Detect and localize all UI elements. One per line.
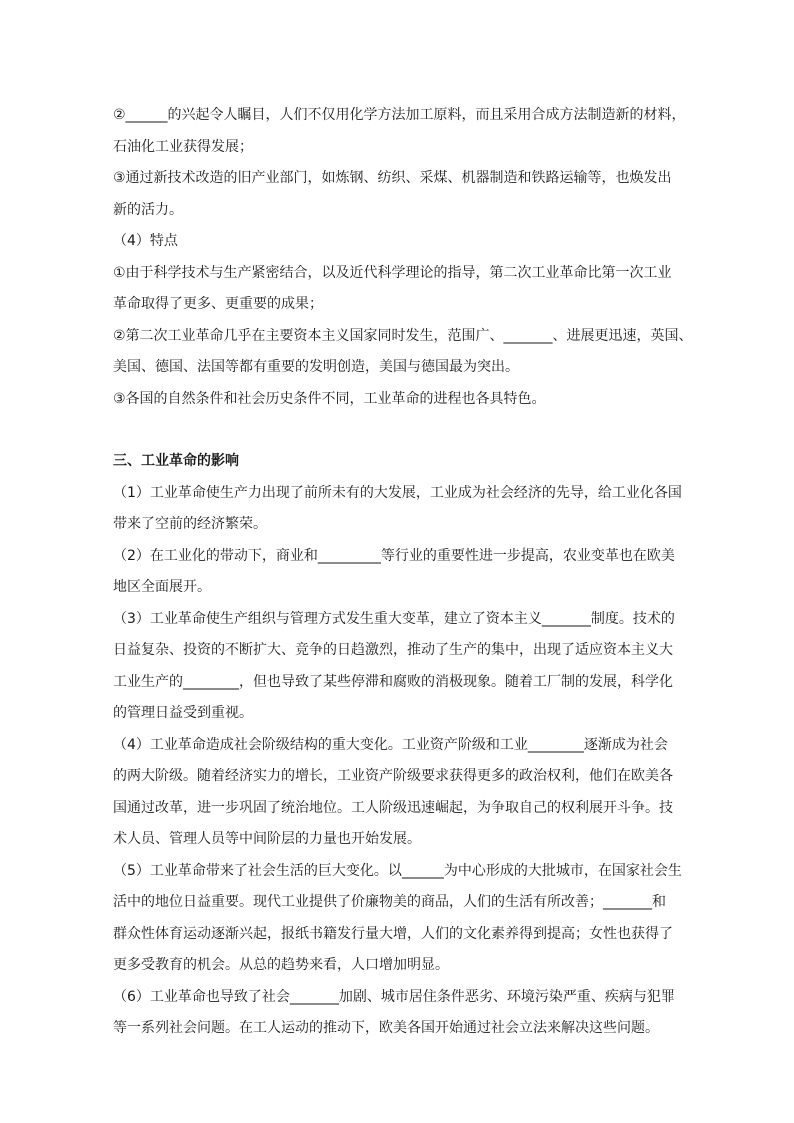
text-line: 带来了空前的经济繁荣。 <box>113 516 267 532</box>
text-line: （5）工业革命带来了社会生活的巨大变化。以______为中心形成的大批城市，在国家社会生 <box>113 862 682 879</box>
text-line: ②______的兴起令人瞩目，人们不仅用化学方法加工原料，而且采用合成方法制造新的材料， <box>113 107 686 123</box>
text-line: 日益复杂、投资的不断扩大、竞争的日趋激烈，推动了生产的集中，出现了适应资本主义大 <box>113 642 673 658</box>
text-line: 等一系列社会问题。在工人运动的推动下，欧美各国开始通过社会立法来解决这些问题。 <box>113 1020 659 1036</box>
section-spacer <box>113 415 683 446</box>
text-line: 革命取得了更多、更重要的成果； <box>113 296 323 312</box>
text-line: ③通过新技术改造的旧产业部门，如炼钢、纺织、采煤、机器制造和铁路运输等，也焕发出 <box>113 170 672 186</box>
text-line: 术人员、管理人员等中间阶层的力量也开始发展。 <box>113 831 421 847</box>
text-line: 工业生产的________，但也导致了某些停滞和腐败的消极现象。随着工厂制的发展，科学化 <box>113 673 673 690</box>
text-line: 新的活力。 <box>113 201 183 218</box>
text-line: 石油化工业获得发展； <box>113 138 253 155</box>
text-line: （6）工业革命也导致了社会_______加剧、城市居住条件恶劣、环境污染严重、疾病与犯罪 <box>113 988 675 1005</box>
text-line: 的两大阶级。随着经济实力的增长，工业资产阶级要求获得更多的政治权利，他们在欧美各 <box>113 768 673 784</box>
text-line: ③各国的自然条件和社会历史条件不同，工业革命的进程也各具特色。 <box>113 390 546 407</box>
text-line: 国通过改革，进一步巩固了统治地位。工人阶级迅速崛起，为争取自己的权利展开斗争。技 <box>113 799 673 816</box>
section-heading: 三、工业革命的影响 <box>113 453 239 469</box>
subsection-heading: （4）特点 <box>113 233 178 249</box>
text-line: （3）工业革命使生产组织与管理方式发生重大变革，建立了资本主义_______制度。技术的 <box>113 610 675 627</box>
text-line: ①由于科学技术与生产紧密结合，以及近代科学理论的指导，第二次工业革命比第一次工业 <box>113 264 672 281</box>
text-line: （2）在工业化的带动下，商业和_________等行业的重要性进一步提高，农业变革也在欧美 <box>113 547 675 564</box>
text-line: ②第二次工业革命几乎在主要资本主义国家同时发生，范围广、_______、进展更迅速，英国、 <box>113 327 693 344</box>
text-line: 美国、德国、法国等都有重要的发明创造，美国与德国最为突出。 <box>113 359 519 375</box>
text-line: 群众性体育运动逐渐兴起，报纸书籍发行量大增，人们的文化素养得到提高；女性也获得了 <box>113 925 673 942</box>
document-body <box>113 100 693 1045</box>
text-line: 更多受教育的机会。从总的趋势来看，人口增加明显。 <box>113 957 449 973</box>
text-line: 地区全面展开。 <box>113 579 211 595</box>
text-line: 活中的地位日益重要。现代工业提供了价廉物美的商品，人们的生活有所改善；_______和 <box>113 894 666 910</box>
text-line: （1）工业革命使生产力出现了前所未有的大发展，工业成为社会经济的先导，给工业化各国 <box>113 484 682 501</box>
text-line: （4）工业革命造成社会阶级结构的重大变化。工业资产阶级和工业________逐渐成为社会 <box>113 736 668 753</box>
text-line: 的管理日益受到重视。 <box>113 705 253 721</box>
